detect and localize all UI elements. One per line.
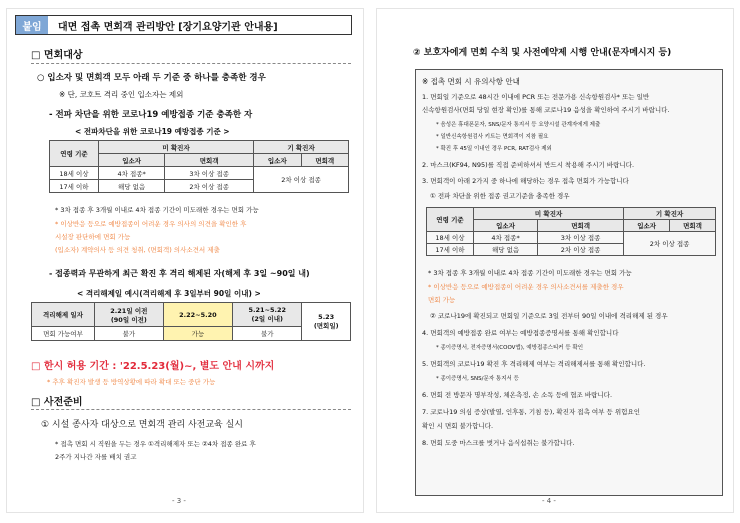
rule-1: 신속항원검사(면회 당일 현장 확인)를 통해 코로나19 음성을 확인하여 주시기 바랍니다. [422,106,670,114]
cell: 4차 접종* [474,232,538,244]
sub-visitor: 면회객 [670,220,716,232]
row-head: 면회 가능여부 [32,327,95,341]
divider [31,63,351,64]
note: * 종이증명서, 전자증명서(COOV앱), 예방접종스티커 등 확인 [436,345,584,351]
note: 시설장 판단하에 면회 가능 [55,233,131,241]
sub-resident: 입소자 [99,154,165,167]
note: * 음성은 휴대폰문자, SNS/문자 통지서 등 요양시설 관계자에게 제출 [436,122,601,128]
rule-6: 6. 면회 전 방문자 명부작성, 체온측정, 손 소독 등에 협조 바랍니다. [422,391,613,399]
sub-resident: 입소자 [254,154,301,167]
rule-7: 확인 시 면회 불가합니다. [422,422,494,430]
note: * 이상반응 등으로 예방접종이 어려운 경우 의사의 의견을 확인한 후 [55,220,247,228]
cell-age: 17세 이하 [427,244,474,256]
table-row [50,167,349,180]
section-preparation: □ 사전준비 [31,397,83,408]
col-age: 연령 기준 [50,141,99,167]
note: * 이상반응 등으로 예방접종이 어려운 경우 의사소견서를 제출한 경우 [428,283,624,291]
cell-confirmed: 2차 이상 접종 [254,167,349,193]
table2-caption: < 격리해제일 예시(격리해제 후 3일부터 90일 이내) > [77,289,261,298]
criteria-line: ○ 입소자 및 면회객 모두 아래 두 기준 중 하나를 충족한 경우 [37,73,266,83]
rule-7: 7. 코로나19 의심 증상(발열, 인후통, 기침 등), 확진자 접촉 여부 등 위험요인 [422,408,641,416]
page-3 [6,8,364,513]
page-4 [376,8,734,513]
col-confirmed: 기 확진자 [624,208,716,220]
cell: 3차 이상 접종 [165,167,254,180]
cell: 2.21일 이전 (90일 이전) [95,303,164,327]
cell: 불가 [233,327,302,341]
table1-caption: < 전파차단을 위한 코로나19 예방접종 기준 > [75,127,230,136]
note: * 확진 후 45일 이내인 경우 PCR, RAT검사 제외 [436,146,552,152]
sub-resident: 입소자 [474,220,538,232]
page-number: - 3 - [172,497,186,505]
rule-3: 3. 면회객이 아래 2가지 중 하나에 해당하는 경우 접촉 면회가 가능합니다 [422,177,629,185]
note: * 일반신속항원검사 키트는 면회객이 지참 필요 [436,134,549,140]
cell-available: 가능 [163,327,232,341]
cell: 해당 없음 [474,244,538,256]
note: 2주가 지나간 자를 배치 권고 [55,453,137,461]
criteria-note: ※ 단, 코호트 격리 중인 입소자는 제외 [59,90,184,99]
cell: 2차 이상 접종 [165,180,254,193]
cell-age: 18세 이상 [427,232,474,244]
note: * 3차 접종 후 3개월 이내로 4차 접종 기간이 미도래한 경우는 면회 가능 [55,206,259,214]
precautions-box [415,69,723,496]
isolation-table [31,302,351,341]
note: (입소자) 계약의사 등 의견 청취, (면회객) 의사소견서 제출 [55,246,220,254]
cell: 5.21~5.22 (2일 이내) [233,303,302,327]
cell-visit-day: 5.23 (면회일) [302,303,351,341]
sub-visitor: 면회객 [165,154,254,167]
rule-8: 8. 면회 도중 마스크를 벗거나 음식섭취는 불가합니다. [422,439,575,447]
isolation-criteria: - 접종력과 무관하게 최근 확진 후 격리 해제된 자(해제 후 3일 ~90일 내) [49,269,310,278]
cell: 2차 이상 접종 [538,244,624,256]
attachment-title: 대면 접촉 면회객 관리방안 [장기요양기관 안내용] [58,21,278,33]
cell: 해당 없음 [99,180,165,193]
rule-4: 4. 면회객의 예방접종 완료 여부는 예방접종증명서를 통해 확인합니다 [422,329,619,337]
cell: 불가 [95,327,164,341]
staff-education: ① 시설 종사자 대상으로 면회객 관리 사전교육 실시 [41,420,243,430]
col-age: 연령 기준 [427,208,474,232]
guardian-notice: ② 보호자에게 면회 수칙 및 사전예약제 시행 안내(문자메시지 등) [413,48,672,58]
cell: 3차 이상 접종 [538,232,624,244]
section-visit-target: □ 면회대상 [31,50,83,61]
period-note: * 추후 확진자 발생 등 방역상황에 따라 확대 또는 중단 가능 [47,378,216,386]
note: 면회 가능 [428,296,456,304]
temporary-period: □ 한시 허용 기간 : '22.5.23(월)~, 별도 안내 시까지 [31,361,275,372]
attachment-header [15,15,352,35]
page-number: - 4 - [542,497,556,505]
sub-visitor: 면회객 [538,220,624,232]
rule-5: 5. 면회객의 코로나19 확진 후 격리해제 여부는 격리해제서를 통해 확인합니다. [422,360,646,368]
table-row [427,232,716,244]
note: * 3차 접종 후 3개월 이내로 4차 접종 기간이 미도래한 경우는 면회 가능 [428,269,632,277]
sub-visitor: 면회객 [301,154,348,167]
rule-3-b: ② 코로나19에 확진되고 면회일 기준으로 3일 전부터 90일 이내에 격리해제 된 경우 [430,312,668,320]
vaccination-table [49,140,349,193]
cell-confirmed: 2차 이상 접종 [624,232,716,256]
vaccination-criteria: - 전파 차단을 위한 코로나19 예방접종 기준 충족한 자 [49,110,253,120]
divider [31,409,351,410]
rule-1: 1. 면회일 기준으로 48시간 이내에 PCR 또는 전문가용 신속항원검사* 또는 일반 [422,93,650,101]
rule-3-a: ① 전파 차단을 위한 접종 권고기준을 충족한 경우 [430,192,570,200]
vaccination-table [426,207,716,256]
col-unconfirmed: 미 확진자 [99,141,254,154]
attachment-tag: 붙임 [16,16,48,34]
row-head: 격리해제 일자 [32,303,95,327]
box-title: ※ 접촉 면회 시 유의사항 안내 [422,77,520,86]
cell: 4차 접종* [99,167,165,180]
rule-2: 2. 마스크(KF94, N95)를 직접 준비하셔서 반드시 착용해 주시기 바랍니다. [422,161,635,169]
note: * 종이증명서, SNS/문자 통지서 등 [436,376,519,382]
cell-age: 18세 이상 [50,167,99,180]
col-unconfirmed: 미 확진자 [474,208,624,220]
note: * 접촉 면회 시 직원을 두는 경우 ①격리해제자 또는 ②4차 접종 완료 후 [55,440,256,448]
col-confirmed: 기 확진자 [254,141,349,154]
cell-age: 17세 이하 [50,180,99,193]
cell-available: 2.22~5.20 [163,303,232,327]
sub-resident: 입소자 [624,220,670,232]
